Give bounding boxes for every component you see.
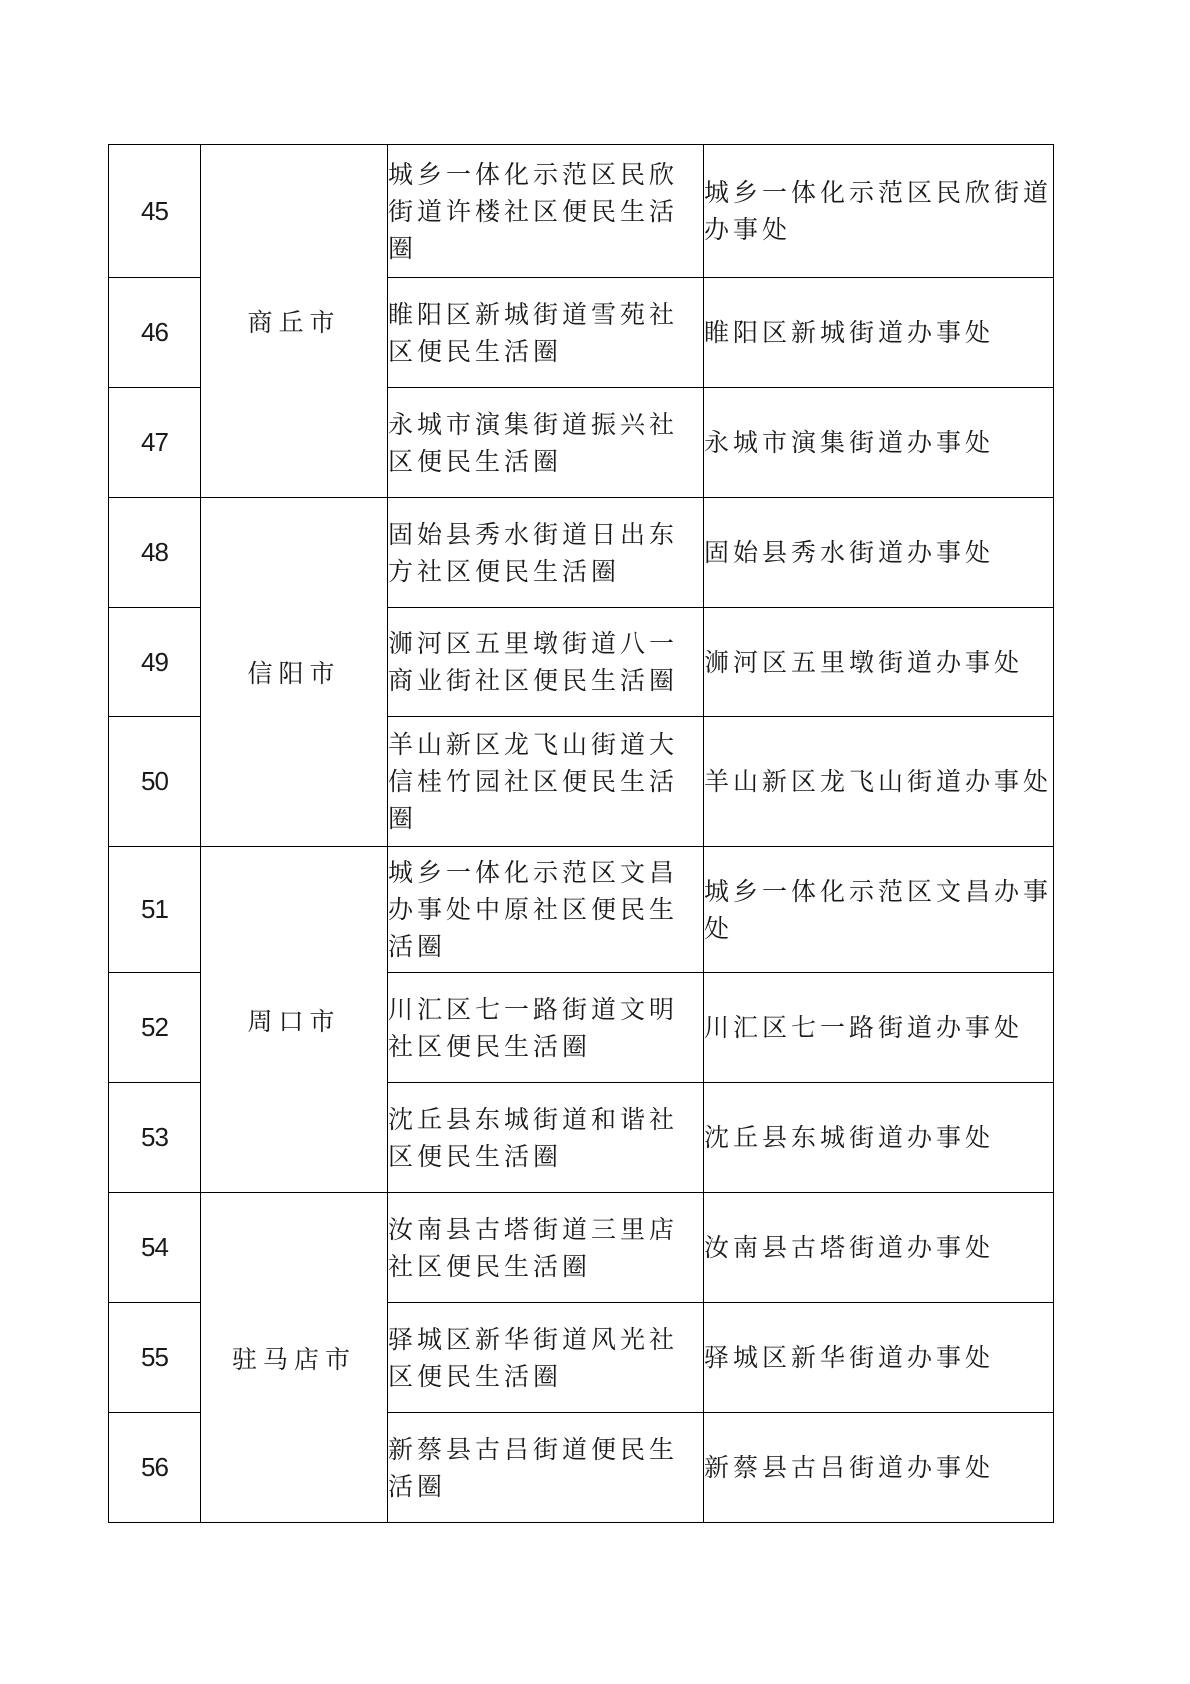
circle-name: 新蔡县古吕街道便民生活圈 (388, 1413, 704, 1523)
circle-name: 睢阳区新城街道雪苑社区便民生活圈 (388, 278, 704, 388)
office-name: 汝南县古塔街道办事处 (704, 1193, 1054, 1303)
office-name: 驿城区新华街道办事处 (704, 1303, 1054, 1413)
table-row (109, 498, 1054, 608)
row-number: 50 (109, 717, 201, 847)
circle-name: 浉河区五里墩街道八一商业街社区便民生活圈 (388, 608, 704, 717)
circle-name: 驿城区新华街道风光社区便民生活圈 (388, 1303, 704, 1413)
row-number: 52 (109, 973, 201, 1083)
city-cell: 信阳市 (201, 498, 388, 847)
office-name: 固始县秀水街道办事处 (704, 498, 1054, 608)
city-cell: 商丘市 (201, 145, 388, 498)
row-number: 48 (109, 498, 201, 608)
circle-name: 城乡一体化示范区民欣街道许楼社区便民生活圈 (388, 145, 704, 278)
office-name: 永城市演集街道办事处 (704, 388, 1054, 498)
city-cell: 周口市 (201, 847, 388, 1193)
row-number: 53 (109, 1083, 201, 1193)
row-number: 54 (109, 1193, 201, 1303)
office-name: 川汇区七一路街道办事处 (704, 973, 1054, 1083)
circles-table (108, 144, 1054, 1523)
row-number: 56 (109, 1413, 201, 1523)
table-row (109, 1193, 1054, 1303)
office-name: 新蔡县古吕街道办事处 (704, 1413, 1054, 1523)
circle-name: 永城市演集街道振兴社区便民生活圈 (388, 388, 704, 498)
office-name: 羊山新区龙飞山街道办事处 (704, 717, 1054, 847)
circle-name: 沈丘县东城街道和谐社区便民生活圈 (388, 1083, 704, 1193)
row-number: 49 (109, 608, 201, 717)
circle-name: 汝南县古塔街道三里店社区便民生活圈 (388, 1193, 704, 1303)
row-number: 46 (109, 278, 201, 388)
row-number: 55 (109, 1303, 201, 1413)
row-number: 45 (109, 145, 201, 278)
office-name: 睢阳区新城街道办事处 (704, 278, 1054, 388)
row-number: 51 (109, 847, 201, 973)
circle-name: 固始县秀水街道日出东方社区便民生活圈 (388, 498, 704, 608)
circle-name: 城乡一体化示范区文昌办事处中原社区便民生活圈 (388, 847, 704, 973)
office-name: 沈丘县东城街道办事处 (704, 1083, 1054, 1193)
office-name: 城乡一体化示范区文昌办事处 (704, 847, 1054, 973)
city-cell: 驻马店市 (201, 1193, 388, 1523)
circle-name: 羊山新区龙飞山街道大信桂竹园社区便民生活圈 (388, 717, 704, 847)
table-row (109, 145, 1054, 278)
row-number: 47 (109, 388, 201, 498)
office-name: 城乡一体化示范区民欣街道办事处 (704, 145, 1054, 278)
office-name: 浉河区五里墩街道办事处 (704, 608, 1054, 717)
table-row (109, 847, 1054, 973)
circle-name: 川汇区七一路街道文明社区便民生活圈 (388, 973, 704, 1083)
